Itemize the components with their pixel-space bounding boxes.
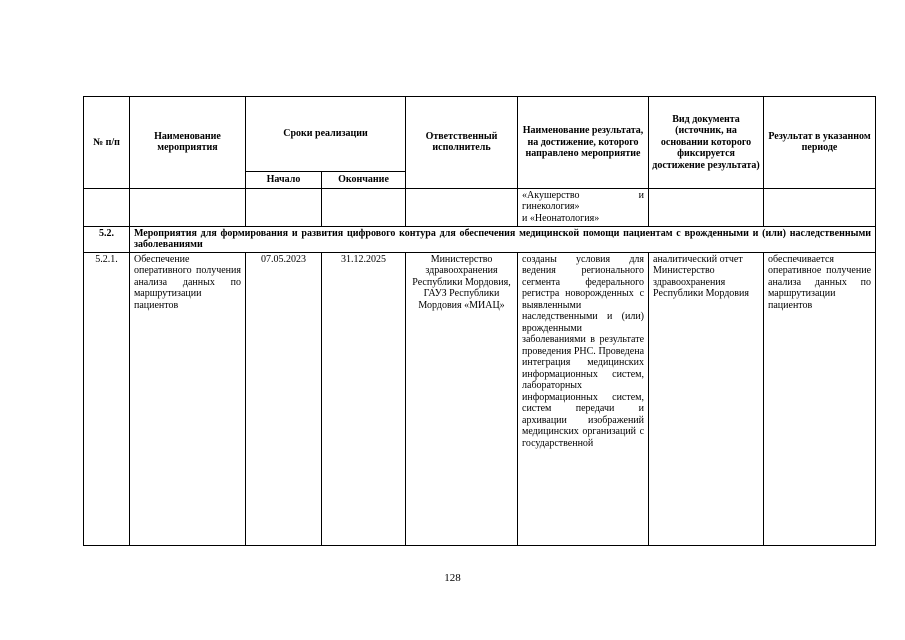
table-row-continuation bbox=[84, 188, 876, 226]
row-executor: Министерство здравоохранения Республики Мордовия, ГАУЗ Республики Мордовия «МИАЦ» bbox=[406, 252, 518, 545]
cell-empty bbox=[649, 188, 764, 226]
page-number: 128 bbox=[444, 572, 461, 584]
row-result: обеспечивается оперативное получение анализа данных по маршрутизации пациентов bbox=[764, 252, 876, 545]
header-doc-type: Вид документа (источник, на основании которого фиксируется достижение результата) bbox=[649, 97, 764, 189]
header-terms: Сроки реализации bbox=[246, 97, 406, 172]
cell-empty bbox=[246, 188, 322, 226]
cell-empty bbox=[406, 188, 518, 226]
cell-empty bbox=[130, 188, 246, 226]
continuation-line-1 bbox=[522, 190, 644, 202]
row-name: Обеспечение оперативного получения анализа данных по маршрутизации пациентов bbox=[130, 252, 246, 545]
continuation-line-1-right: и bbox=[638, 189, 645, 201]
row-number: 5.2.1. bbox=[84, 252, 130, 545]
table-row bbox=[84, 252, 876, 545]
header-num: № п/п bbox=[84, 97, 130, 189]
section-number: 5.2. bbox=[84, 226, 130, 252]
header-executor: Ответственный исполнитель bbox=[406, 97, 518, 189]
header-start: Начало bbox=[246, 172, 322, 189]
cell-empty bbox=[84, 188, 130, 226]
header-result: Результат в указанном периоде bbox=[764, 97, 876, 189]
continuation-line-1-left: «Акушерство bbox=[522, 189, 580, 201]
row-doc-type: аналитический отчет Министерство здравоохранения Республики Мордовия bbox=[649, 252, 764, 545]
row-result-name: созданы условия для ведения регионального сегмента федерального регистра новорожденных с выявленными наследственными и (или) врожденными заболеваниями в результате проведения РНС. Проведена интеграция медицинских информационных систем, лабораторных информационных систем, систем передачи и архивации изображений медицинских организаций с государственной bbox=[518, 252, 649, 545]
section-title: Мероприятия для формирования и развития цифрового контура для обеспечения медицинской помощи пациентам с врожденными и (или) наследственными заболеваниями bbox=[130, 226, 876, 252]
continuation-line-2: гинекология» bbox=[522, 201, 580, 212]
row-end-date: 31.12.2025 bbox=[322, 252, 406, 545]
header-name: Наименование мероприятия bbox=[130, 97, 246, 189]
table-row-section bbox=[84, 226, 876, 252]
continuation-line-3: и «Неонатология» bbox=[522, 212, 600, 224]
header-result-name: Наименование результата, на достижение, которого направлено мероприятие bbox=[518, 97, 649, 189]
cell-continuation-text bbox=[518, 188, 649, 226]
document-table bbox=[83, 96, 876, 546]
cell-empty bbox=[322, 188, 406, 226]
row-start-date: 07.05.2023 bbox=[246, 252, 322, 545]
cell-empty bbox=[764, 188, 876, 226]
header-end: Окончание bbox=[322, 172, 406, 189]
